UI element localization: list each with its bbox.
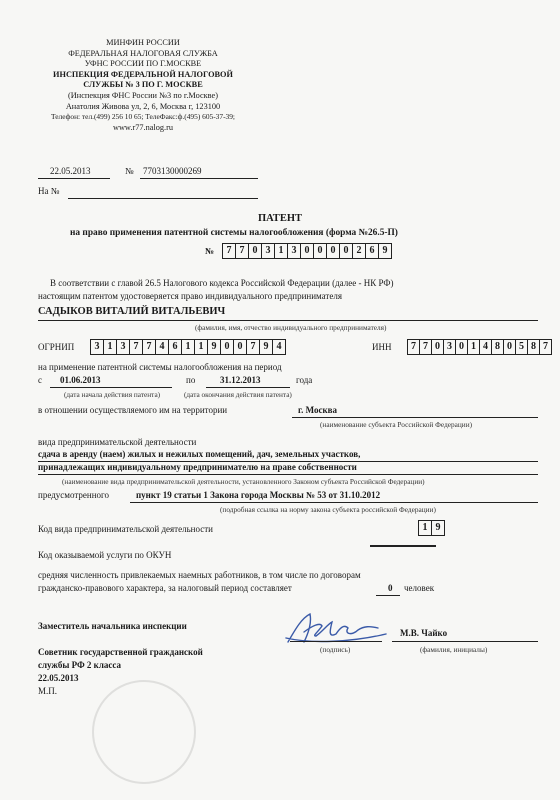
activity-code-cells xyxy=(418,520,445,536)
patent-subtitle: на право применения патентной системы налогообложения (форма №26.5-П) xyxy=(70,228,398,238)
patent-number-digit: 0 xyxy=(339,244,352,258)
inn-cells xyxy=(407,339,552,355)
ogrnip-digit: 1 xyxy=(103,340,116,354)
patent-number-digit: 1 xyxy=(274,244,287,258)
activity-line-1: сдача в аренду (наем) жилых и нежилых помещений, дач, земельных участков, xyxy=(38,449,361,459)
patent-number-digit: 0 xyxy=(326,244,339,258)
date-from: 01.06.2013 xyxy=(60,375,101,385)
inn-digit: 5 xyxy=(515,340,527,354)
ref-number: 7703130000269 xyxy=(143,166,202,176)
patent-number-digit: 0 xyxy=(248,244,261,258)
ogrnip-digit: 4 xyxy=(155,340,168,354)
patent-number-digit: 3 xyxy=(261,244,274,258)
activity-line-2: принадлежащих индивидуальному предпринимателю на праве собственности xyxy=(38,462,357,472)
patent-number-digit: 7 xyxy=(226,245,232,256)
inn-digit: 7 xyxy=(419,340,431,354)
okun-cells xyxy=(370,545,436,547)
header-line-2: ФЕДЕРАЛЬНАЯ НАЛОГОВАЯ СЛУЖБА xyxy=(68,48,218,58)
period-to-label: по xyxy=(186,375,196,385)
ogrnip-digit: 9 xyxy=(207,340,220,354)
ogrnip-digit: 3 xyxy=(116,340,129,354)
law-label: предусмотренного xyxy=(38,490,109,500)
workers-line-1: средняя численность привлекаемых наемных работников, в том числе по договорам xyxy=(38,570,361,580)
signer-name-line xyxy=(392,641,538,642)
header-line-7: Анатолия Живова ул, 2, 6, Москва г, 123100 xyxy=(65,101,221,111)
ref-num-sign: № xyxy=(125,166,134,176)
inn-label: ИНН xyxy=(372,342,392,352)
patent-number-digit: 0 xyxy=(313,244,326,258)
date-from-caption: (дата начала действия патента) xyxy=(64,390,161,399)
intro-line-2: настоящим патентом удостоверяется право индивидуального предпринимателя xyxy=(38,291,342,301)
ogrnip-digit: 7 xyxy=(129,340,142,354)
workers-count: 0 xyxy=(388,583,393,593)
territory-caption: (наименование субъекта Российской Федерации) xyxy=(320,420,473,429)
inn-digit: 0 xyxy=(455,340,467,354)
inn-digit: 7 xyxy=(411,341,416,352)
patent-number-digit: 7 xyxy=(235,244,248,258)
ogrnip-label: ОГРНИП xyxy=(38,342,75,352)
signer-name-caption: (фамилия, инициалы) xyxy=(420,645,488,654)
territory-label: в отношении осуществляемого им на территории xyxy=(38,405,228,415)
ogrnip-digit: 7 xyxy=(142,340,155,354)
workers-line-2: гражданско-правового характера, за налоговый период составляет xyxy=(38,583,292,593)
activity-code-digit: 1 xyxy=(422,522,428,533)
ogrnip-cells xyxy=(90,339,286,355)
signature-line xyxy=(290,641,382,642)
name-caption: (фамилия, имя, отчество индивидуального предпринимателя) xyxy=(195,323,387,332)
inn-digit: 8 xyxy=(491,340,503,354)
issuer-header xyxy=(48,38,238,133)
ref-date: 22.05.2013 xyxy=(50,166,91,176)
signer-rank-line-1: Советник государственной гражданской xyxy=(38,647,203,657)
intro-line-1: В соответствии с главой 26.5 Налогового кодекса Российской Федерации (далее - НК РФ) xyxy=(50,278,394,288)
period-year-label: года xyxy=(296,375,313,385)
patent-title: ПАТЕНТ xyxy=(257,213,302,224)
entrepreneur-name: САДЫКОВ ВИТАЛИЙ ВИТАЛЬЕВИЧ xyxy=(38,306,226,317)
header-line-8: Телефон: тел.(499) 256 10 65; ТелеФакс:ф.(495) 605-37-39; xyxy=(51,112,235,122)
inn-digit: 4 xyxy=(479,340,491,354)
workers-unit: человек xyxy=(404,583,435,593)
inn-digit: 8 xyxy=(527,340,539,354)
ref-na-line xyxy=(68,198,258,199)
date-from-line xyxy=(50,387,172,388)
ogrnip-digit: 1 xyxy=(181,340,194,354)
ref-number-line xyxy=(140,178,258,179)
period-from-label: с xyxy=(38,375,42,385)
header-line-9: www.r77.nalog.ru xyxy=(112,122,174,132)
activity-underline-2 xyxy=(38,474,538,475)
date-to: 31.12.2013 xyxy=(220,375,261,385)
signer-name: М.В. Чайко xyxy=(400,628,448,638)
patent-number-digit: 3 xyxy=(287,244,300,258)
ref-na-label: На № xyxy=(38,186,60,196)
inn-digit: 3 xyxy=(443,340,455,354)
workers-count-line xyxy=(376,595,400,596)
date-to-caption: (дата окончания действия патента) xyxy=(184,390,292,399)
signer-position: Заместитель начальника инспекции xyxy=(38,621,187,631)
law-caption: (подробная ссылка на норму закона субъекта российской Федерации) xyxy=(220,505,436,514)
faded-seal xyxy=(92,680,196,784)
signature-date: 22.05.2013 xyxy=(38,673,79,683)
patent-number-digit: 2 xyxy=(352,244,365,258)
ogrnip-digit: 0 xyxy=(220,340,233,354)
inn-digit: 1 xyxy=(467,340,479,354)
patent-num-sign: № xyxy=(205,246,215,256)
header-line-4: ИНСПЕКЦИЯ ФЕДЕРАЛЬНОЙ НАЛОГОВОЙ xyxy=(53,69,233,79)
header-line-3: УФНС РОССИИ ПО Г.МОСКВЕ xyxy=(84,59,202,69)
inn-digit: 7 xyxy=(539,340,551,354)
header-line-5: СЛУЖБЫ № 3 ПО Г. МОСКВЕ xyxy=(83,80,203,90)
signature-caption: (подпись) xyxy=(320,645,351,654)
mp-label: М.П. xyxy=(38,686,58,696)
activity-caption: (наименование вида предпринимательской деятельности, установленного Законом субъекта Российской Федерации) xyxy=(62,477,425,486)
signer-rank-line-2: службы РФ 2 класса xyxy=(38,660,122,670)
law-value: пункт 19 статьи 1 Закона города Москвы № 53 от 31.10.2012 xyxy=(136,490,381,500)
header-line-6: (Инспекция ФНС России №3 по г.Москве) xyxy=(68,90,218,100)
period-intro: на применение патентной системы налогообложения на период xyxy=(38,362,282,372)
ogrnip-digit: 6 xyxy=(168,340,181,354)
ogrnip-digit: 1 xyxy=(194,340,207,354)
activity-code-digit: 9 xyxy=(431,521,444,535)
ogrnip-digit: 0 xyxy=(233,340,246,354)
name-line xyxy=(38,320,538,321)
activity-code-label: Код вида предпринимательской деятельности xyxy=(38,524,213,534)
header-line-1: МИНФИН РОССИИ xyxy=(106,38,180,47)
patent-number-digit: 0 xyxy=(300,244,313,258)
patent-number-cells xyxy=(222,243,392,259)
ogrnip-digit: 3 xyxy=(94,341,100,352)
ogrnip-digit: 4 xyxy=(272,340,285,354)
territory-line xyxy=(292,417,538,418)
ogrnip-digit: 7 xyxy=(246,340,259,354)
law-line xyxy=(130,502,538,503)
activity-label: вида предпринимательской деятельности xyxy=(38,437,197,447)
handwritten-signature xyxy=(282,608,392,650)
ref-date-line xyxy=(38,178,110,179)
patent-number-digit: 6 xyxy=(365,244,378,258)
okun-label: Код оказываемой услуги по ОКУН xyxy=(38,550,172,560)
date-to-line xyxy=(206,387,290,388)
inn-digit: 0 xyxy=(503,340,515,354)
ogrnip-digit: 9 xyxy=(259,340,272,354)
territory-value: г. Москва xyxy=(298,405,337,415)
inn-digit: 0 xyxy=(431,340,443,354)
patent-number-digit: 9 xyxy=(378,244,391,258)
